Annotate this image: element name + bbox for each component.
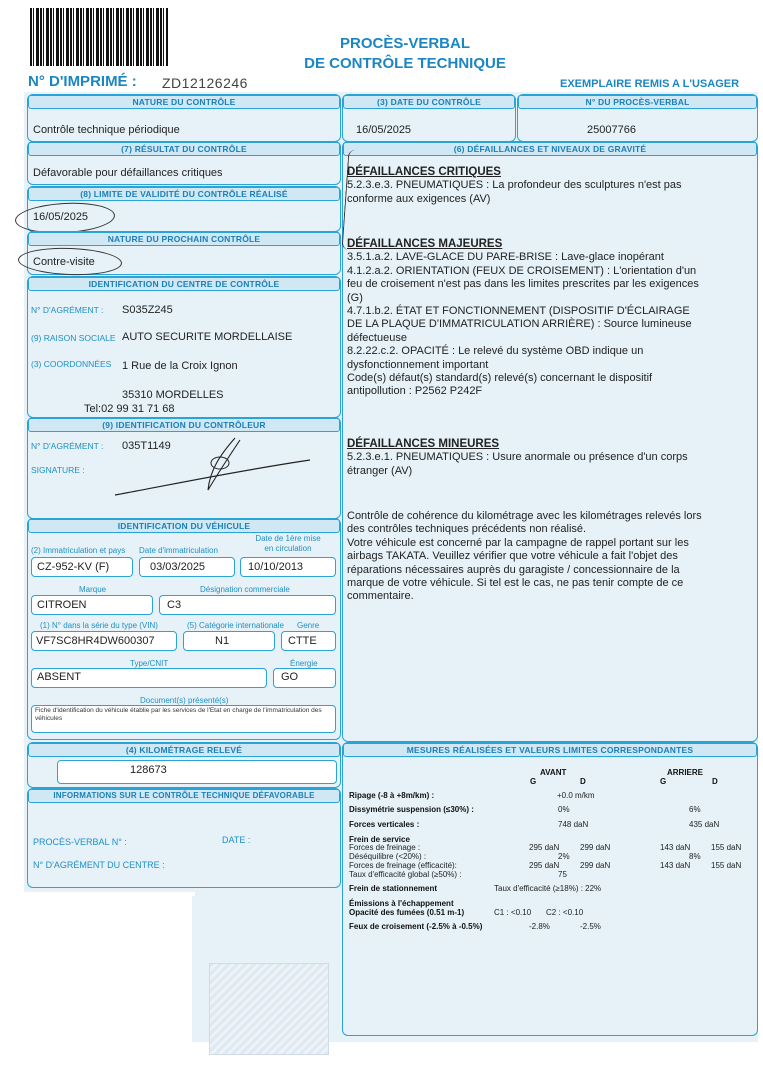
limite-validite-value: 16/05/2025: [33, 211, 89, 223]
date-immat-label: Date d'immatriculation: [139, 546, 218, 555]
stationnement-label: Frein de stationnement: [349, 884, 438, 893]
designation-value: C3: [167, 599, 182, 611]
premiere-circulation-label: [248, 534, 328, 554]
note-line: Votre véhicule est concerné par la campagne de rappel portant sur les: [347, 536, 689, 549]
date-controle-value: 16/05/2025: [356, 124, 412, 136]
dissymetrie-avant: 0%: [558, 805, 570, 814]
arriere-label: ARRIERE: [667, 768, 704, 777]
critiques-section: [347, 166, 752, 206]
controleur-header: (9) IDENTIFICATION DU CONTRÔLEUR: [28, 418, 340, 432]
prochain-controle-header: NATURE DU PROCHAIN CONTRÔLE: [28, 232, 340, 246]
mineures-line: 5.2.3.e.1. PNEUMATIQUES : Usure anormale ou présence d'un corps: [347, 451, 688, 464]
limite-validite-header: (8) LIMITE DE VALIDITÉ DU CONTRÔLE RÉALISÉ: [28, 187, 340, 201]
critiques-line: 5.2.3.e.3. PNEUMATIQUES : La profondeur des sculptures n'est pas: [347, 179, 682, 192]
centre-agrement-value: S035Z245: [122, 304, 173, 316]
form-cutout: [0, 892, 195, 1080]
forces-verticales-arriere: 435 daN: [689, 820, 720, 829]
genre-value: CTTE: [288, 635, 317, 647]
notes-section: [347, 510, 752, 604]
raison-sociale-value: AUTO SECURITE MORDELLAISE: [122, 331, 293, 343]
feux-g: -2.8%: [529, 922, 550, 931]
title-line-2: DE CONTRÔLE TECHNIQUE: [304, 55, 506, 72]
avant-d-label: D: [580, 777, 586, 786]
imprime-label: N° D'IMPRIMÉ :: [28, 73, 137, 90]
marque-label: Marque: [79, 585, 107, 594]
fe-av-g: 295 daN: [529, 861, 560, 870]
ff-av-d: 299 daN: [580, 843, 611, 852]
deseq-ar: 8%: [689, 852, 701, 861]
forces-verticales-avant: 748 daN: [558, 820, 589, 829]
signature-label: SIGNATURE :: [31, 465, 85, 475]
forces-efficacite-label: Forces de freinage (efficacité):: [349, 861, 457, 870]
date-controle-header: (3) DATE DU CONTRÔLE: [343, 95, 515, 109]
immat-label: (2) Immatriculation et pays: [31, 546, 126, 555]
arriere-d-label: D: [712, 777, 718, 786]
majeures-line: 8.2.22.c.2. OPACITÉ : Le relevé du système OBD indique un: [347, 345, 644, 358]
kilometrage-header: (4) KILOMÉTRAGE RELEVÉ: [28, 743, 340, 757]
vin-label: (1) N° dans la série du type (VIN): [40, 621, 158, 630]
note-line: réparations nécessaires auprès du garagiste / concessionnaire de la: [347, 563, 680, 576]
note-line: commentaire.: [347, 590, 414, 603]
mineures-section: [347, 438, 752, 478]
num-pv-value: 25007766: [587, 124, 636, 136]
raison-sociale-label: (9) RAISON SOCIALE: [31, 333, 116, 343]
page-title: [290, 34, 520, 74]
designation-label: Désignation commerciale: [200, 585, 290, 594]
taux-global-label: Taux d'efficacité global (≥50%) :: [349, 870, 462, 879]
categorie-label: (5) Catégorie internationale: [187, 621, 284, 630]
info-defavorable-header: INFORMATIONS SUR LE CONTRÔLE TECHNIQUE DÉFAVORABLE: [28, 789, 340, 803]
resultat-value: Défavorable pour défaillances critiques: [33, 167, 223, 179]
mineures-line: étranger (AV): [347, 464, 413, 477]
opacite-c1: C1 : <0.10: [494, 908, 532, 917]
centre-tel: Tel:02 99 31 71 68: [84, 403, 175, 415]
kilometrage-value: 128673: [130, 764, 167, 776]
taux-global-value: 75: [558, 870, 567, 879]
critiques-line: conforme aux exigences (AV): [347, 192, 491, 205]
ripage-label: Ripage (-8 à +8m/km) :: [349, 791, 435, 800]
majeures-line: (G): [347, 291, 363, 304]
genre-label: Genre: [297, 621, 320, 630]
ripage-value: +0.0 m/km: [557, 791, 595, 800]
signature-image: [110, 430, 330, 500]
avant-g-label: G: [530, 777, 537, 786]
centre-agrement-label: N° D'AGRÉMENT :: [31, 305, 104, 315]
stationnement-value: Taux d'efficacité (≥18%) : 22%: [494, 884, 602, 893]
dissymetrie-arriere: 6%: [689, 805, 701, 814]
energie-label: Énergie: [290, 659, 318, 668]
designation-field: [159, 595, 336, 615]
nature-controle-value: Contrôle technique périodique: [33, 124, 180, 136]
prochain-controle-value: Contre-visite: [33, 256, 95, 268]
documents-value: Fiche d'identification du véhicule établie par les services de l'Etat en charge de l'immatriculation des véhicules: [35, 707, 322, 722]
title-line-1: PROCÈS-VERBAL: [339, 35, 470, 52]
info-pv-label: PROCÈS-VERBAL N° :: [33, 837, 127, 847]
fe-ar-d: 155 daN: [711, 861, 742, 870]
note-line: des contrôles techniques précédents non réalisé.: [347, 523, 587, 536]
num-pv-header: N° DU PROCÈS-VERBAL: [518, 95, 757, 109]
barcode: [30, 8, 168, 66]
date-immat-value: 03/03/2025: [150, 561, 206, 573]
kilometrage-field: [57, 760, 337, 784]
note-line: Contrôle de cohérence du kilométrage avec les kilométrages relevés lors: [347, 510, 702, 522]
majeures-line: 3.5.1.a.2. LAVE-GLACE DU PARE-BRISE : Lave-glace inopérant: [347, 251, 664, 264]
forces-freinage-label: Forces de freinage :: [349, 843, 421, 852]
centre-address-2: 35310 MORDELLES: [122, 389, 224, 401]
ff-av-g: 295 daN: [529, 843, 560, 852]
avant-label: AVANT: [540, 768, 567, 777]
premiere-value: 10/10/2013: [248, 561, 304, 573]
imprime-number: ZD12126246: [162, 75, 248, 91]
premiere-label-b: en circulation: [264, 544, 312, 553]
fe-av-d: 299 daN: [580, 861, 611, 870]
opacite-c2: C2 : <0.10: [546, 908, 584, 917]
premiere-label-a: Date de 1ère mise: [255, 534, 321, 543]
categorie-value: N1: [215, 635, 230, 647]
type-value: ABSENT: [37, 671, 82, 683]
ff-ar-g: 143 daN: [660, 843, 691, 852]
vehicule-header: IDENTIFICATION DU VÉHICULE: [28, 519, 340, 533]
feux-label: Feux de croisement (-2.5% à -0.5%): [349, 922, 483, 931]
majeures-line: 4.1.2.a.2. ORIENTATION (FEUX DE CROISEMENT) : L'orientation d'un: [347, 264, 697, 277]
fe-ar-g: 143 daN: [660, 861, 691, 870]
majeures-title: DÉFAILLANCES MAJEURES: [347, 238, 503, 250]
critiques-title: DÉFAILLANCES CRITIQUES: [347, 166, 501, 178]
exemplaire-label: EXEMPLAIRE REMIS A L'USAGER: [560, 78, 740, 90]
frein-service-label: Frein de service: [349, 835, 410, 844]
opacite-label: Opacité des fumées (0.51 m-1): [349, 908, 465, 917]
documents-label: Document(s) présenté(s): [140, 696, 229, 705]
nature-controle-header: NATURE DU CONTRÔLE: [28, 95, 340, 109]
note-line: marque de votre véhicule. Si tel est le cas, ne pas tenir compte de ce: [347, 577, 684, 590]
type-label: Type/CNIT: [130, 659, 169, 668]
majeures-line: DE LA PLAQUE D'IMMATRICULATION ARRIÈRE) : Source lumineuse: [347, 318, 692, 331]
dissymetrie-label: Dissymétrie suspension (≤30%) :: [349, 805, 474, 814]
centre-address-1: 1 Rue de la Croix Ignon: [122, 360, 238, 372]
majeures-section: [347, 238, 752, 399]
centre-header: IDENTIFICATION DU CENTRE DE CONTRÔLE: [28, 277, 340, 291]
majeures-line: feu de croisement n'est pas dans les limites prescrites par les exigences: [347, 278, 699, 291]
mesures-header: MESURES RÉALISÉES ET VALEURS LIMITES CORRESPONDANTES: [343, 743, 757, 757]
controleur-agrement-label: N° D'AGRÉMENT :: [31, 441, 104, 451]
ff-ar-d: 155 daN: [711, 843, 742, 852]
immat-value: CZ-952-KV (F): [37, 561, 110, 573]
deseq-av: 2%: [558, 852, 570, 861]
coordonnees-label: (3) COORDONNÉES: [31, 359, 112, 369]
controleur-agrement-value: 035T1149: [122, 440, 171, 452]
energie-value: GO: [281, 671, 299, 683]
arriere-g-label: G: [660, 777, 667, 786]
majeures-line: antipollution : P2562 P242F: [347, 385, 483, 398]
majeures-line: Code(s) défaut(s) standard(s) relevé(s) concernant le dispositif: [347, 372, 653, 385]
info-date-label: DATE :: [222, 835, 251, 845]
note-line: airbags TAKATA. Veuillez vérifier que votre véhicule a fait l'objet des: [347, 550, 678, 563]
vin-value: VF7SC8HR4DW600307: [36, 635, 155, 647]
emissions-label: Émissions à l'échappement: [349, 899, 454, 908]
info-agrement-label: N° D'AGRÉMENT DU CENTRE :: [33, 860, 165, 870]
marque-value: CITROEN: [37, 599, 87, 611]
majeures-line: défectueuse: [347, 331, 407, 344]
forces-verticales-label: Forces verticales :: [349, 820, 420, 829]
feux-d: -2.5%: [580, 922, 601, 931]
majeures-line: dysfonctionnement important: [347, 358, 489, 371]
resultat-header: (7) RÉSULTAT DU CONTRÔLE: [28, 142, 340, 156]
mineures-title: DÉFAILLANCES MINEURES: [347, 438, 500, 450]
majeures-line: 4.7.1.b.2. ÉTAT ET FONCTIONNEMENT (DISPOSITIF D'ÉCLAIRAGE: [347, 305, 690, 318]
security-hologram: [209, 963, 329, 1055]
desequilibre-label: Déséquilibre (<20%) :: [349, 852, 427, 861]
defaillances-header: (6) DÉFAILLANCES ET NIVEAUX DE GRAVITÉ: [343, 142, 757, 156]
